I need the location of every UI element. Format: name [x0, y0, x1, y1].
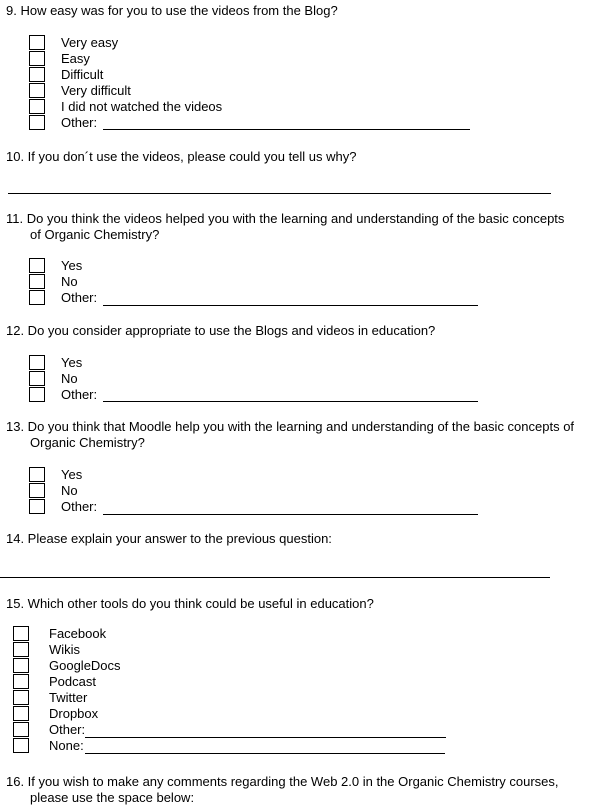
q14-answer-line[interactable]: [0, 577, 550, 578]
q9-checkbox-difficult[interactable]: [29, 67, 45, 82]
q15-option-label: GoogleDocs: [49, 658, 121, 673]
q11-question-line2: of Organic Chemistry?: [30, 227, 160, 242]
q9-option-label: Very easy: [61, 35, 119, 50]
q13-question-line2: Organic Chemistry?: [30, 435, 145, 450]
q13-other-input-line[interactable]: [103, 514, 478, 515]
q12-checkbox-other[interactable]: [29, 387, 45, 402]
q15-checkbox-twitter[interactable]: [13, 690, 29, 705]
q13-checkbox-other[interactable]: [29, 499, 45, 514]
q15-option-label: Dropbox: [49, 706, 99, 721]
q15-option-label: Twitter: [49, 690, 88, 705]
q9-question: 9. How easy was for you to use the videos from the Blog?: [6, 3, 338, 18]
q11-checkbox-no[interactable]: [29, 274, 45, 289]
q12-checkbox-yes[interactable]: [29, 355, 45, 370]
q13-checkbox-no[interactable]: [29, 483, 45, 498]
q9-option-label: I did not watched the videos: [61, 99, 223, 114]
q15-none-input-line[interactable]: [85, 753, 445, 754]
q12-checkbox-no[interactable]: [29, 371, 45, 386]
q15-checkbox-googledocs[interactable]: [13, 658, 29, 673]
q16-question-line2: please use the space below:: [30, 790, 195, 805]
q9-option-label: Very difficult: [61, 83, 131, 98]
q11-checkbox-other[interactable]: [29, 290, 45, 305]
q15-checkbox-facebook[interactable]: [13, 626, 29, 641]
q9-checkbox-very-easy[interactable]: [29, 35, 45, 50]
q12-other-input-line[interactable]: [103, 401, 478, 402]
q15-option-label: Other:: [49, 722, 86, 737]
q9-checkbox-not-watched[interactable]: [29, 99, 45, 114]
q15-checkbox-podcast[interactable]: [13, 674, 29, 689]
q12-question: 12. Do you consider appropriate to use the Blogs and videos in education?: [6, 323, 436, 338]
q9-checkbox-other[interactable]: [29, 115, 45, 130]
q10-answer-line[interactable]: [8, 193, 551, 194]
q9-checkbox-easy[interactable]: [29, 51, 45, 66]
q13-option-label: Other:: [61, 499, 98, 514]
q13-checkbox-yes[interactable]: [29, 467, 45, 482]
q14-question: 14. Please explain your answer to the previous question:: [6, 531, 332, 546]
q16-question-line1: 16. If you wish to make any comments regarding the Web 2.0 in the Organic Chemistry courses,: [6, 774, 559, 789]
q9-option-label: Easy: [61, 51, 90, 66]
q12-option-label: Yes: [61, 355, 83, 370]
q15-checkbox-none[interactable]: [13, 738, 29, 753]
q11-option-label: No: [61, 274, 78, 289]
q12-option-label: No: [61, 371, 78, 386]
q12-option-label: Other:: [61, 387, 98, 402]
q11-option-label: Other:: [61, 290, 98, 305]
q15-checkbox-other[interactable]: [13, 722, 29, 737]
q15-option-label: Facebook: [49, 626, 107, 641]
q15-question: 15. Which other tools do you think could be useful in education?: [6, 596, 374, 611]
q9-other-input-line[interactable]: [103, 129, 470, 130]
q13-question-line1: 13. Do you think that Moodle help you with the learning and understanding of the basic concepts of: [6, 419, 575, 434]
q9-option-label: Difficult: [61, 67, 104, 82]
q15-option-label: Podcast: [49, 674, 96, 689]
q11-question-line1: 11. Do you think the videos helped you with the learning and understanding of the basic concepts: [6, 211, 565, 226]
q15-other-input-line[interactable]: [85, 737, 446, 738]
q15-option-label: Wikis: [49, 642, 81, 657]
q15-checkbox-dropbox[interactable]: [13, 706, 29, 721]
q15-option-label: None:: [49, 738, 84, 753]
q10-question: 10. If you don´t use the videos, please could you tell us why?: [6, 149, 357, 164]
q13-option-label: Yes: [61, 467, 83, 482]
q13-option-label: No: [61, 483, 78, 498]
q11-option-label: Yes: [61, 258, 83, 273]
q9-checkbox-very-difficult[interactable]: [29, 83, 45, 98]
q11-checkbox-yes[interactable]: [29, 258, 45, 273]
q9-option-label: Other:: [61, 115, 98, 130]
q15-checkbox-wikis[interactable]: [13, 642, 29, 657]
q11-other-input-line[interactable]: [103, 305, 478, 306]
